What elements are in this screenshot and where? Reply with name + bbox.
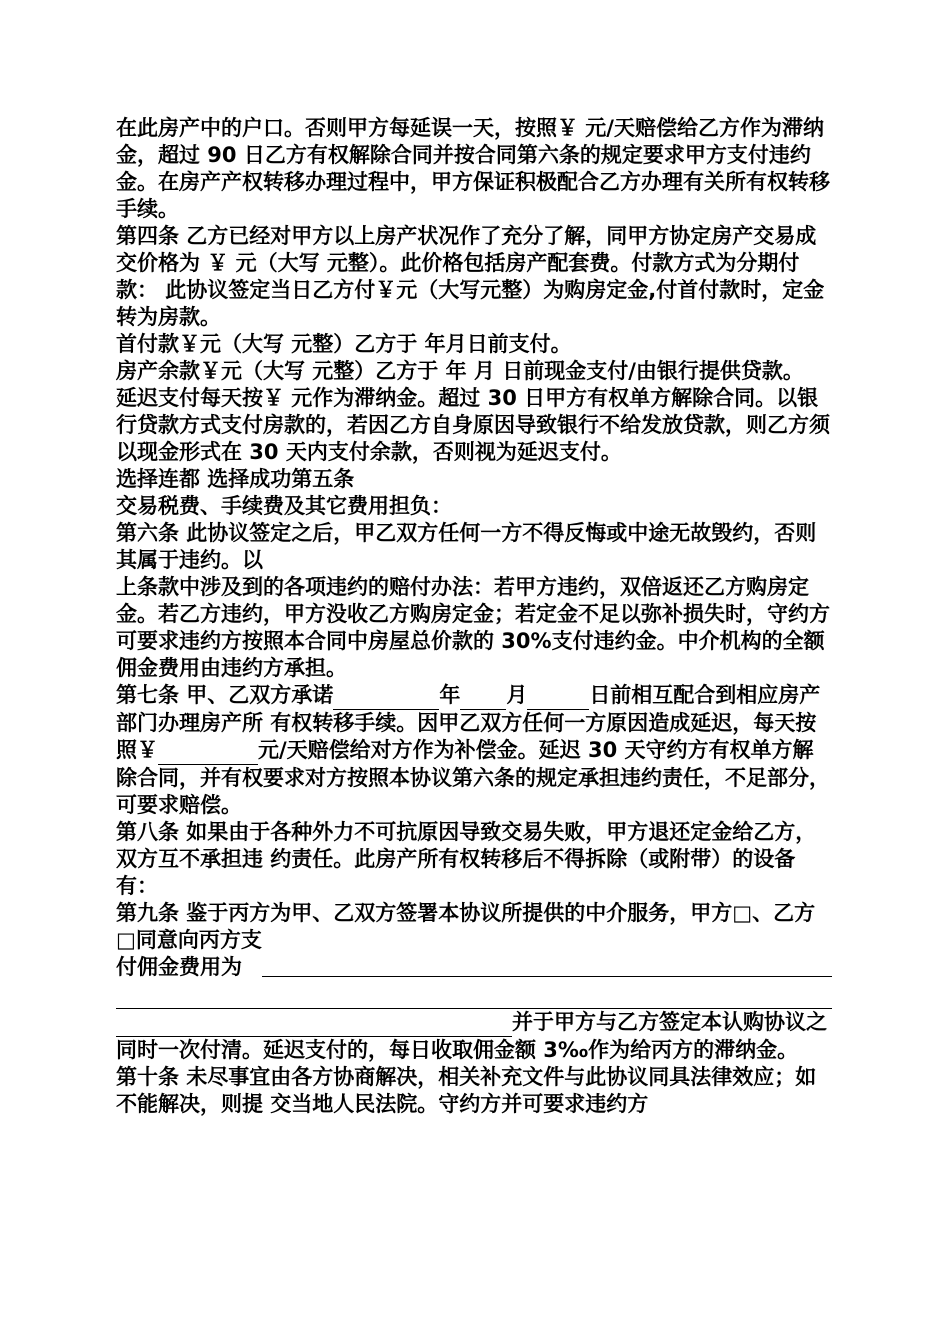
paragraph-selection: 选择连都 选择成功第五条 [116, 467, 355, 491]
article-7-year: 年 [439, 683, 461, 707]
paragraph-commission-terms [116, 1009, 832, 1064]
paragraph-residence: 在此房产中的户口。否则甲方每延误一天，按照￥ 元/天赔偿给乙方作为滞纳金，超过 90 日乙方有权解除合同并按合同第六条的规定要求甲方支付违约金。在房产产权转移办理过程中，甲方保证积极配合乙方办理有关所有权转移手续。 [116, 116, 830, 221]
paragraph-article-4: 第四条 乙方已经对甲方以上房产状况作了充分了解，同甲方协定房产交易成交价格为 ￥ 元（大写 元整）。此价格包括房产配套费。付款方式为分期付款： 此协议签定当日乙方付￥元（大写元整）为购房定金,付首付款时，定金转为房款。 [116, 224, 825, 329]
paragraph-taxes-fees: 交易税费、手续费及其它费用担负： [116, 494, 452, 518]
commission-fee-label: 付佣金费用为 [116, 955, 242, 979]
commission-amount-blank [116, 1009, 512, 1037]
paragraph-article-10: 第十条 未尽事宜由各方协商解决，相关补充文件与此协议同具法律效应；如不能解决，则提 交当地人民法院。守约方并可要求违约方 [116, 1065, 817, 1116]
year-blank [333, 682, 439, 710]
month-blank [460, 682, 506, 710]
commission-terms-text: 并于甲方与乙方签定本认购协议之同时一次付清。延迟支付的，每日收取佣金额 3‰作为给丙方的滞纳金。 [116, 1010, 827, 1062]
paragraph-breach-compensation: 上条款中涉及到的各项违约的赔付办法：若甲方违约，双倍返还乙方购房定金。若乙方违约，甲方没收乙方购房定金；若定金不足以弥补损失时，守约方可要求违约方按照本合同中房屋总价款的 30%支付违约金。中介机构的全额佣金费用由违约方承担。 [116, 575, 830, 680]
commission-fee-blank [262, 976, 832, 977]
paragraph-article-7 [116, 682, 832, 819]
paragraph-article-8: 第八条 如果由于各种外力不可抗原因导致交易失败，甲方退还定金给乙方，双方互不承担违 约责任。此房产所有权转移后不得拆除（或附带）的设备有： [116, 820, 817, 898]
article-7-rest1: 日前相互配合到相应房产部门办理房产所 有权转移手续。因甲乙双方任何一方原因造成延迟，每天按照￥ [116, 683, 821, 762]
paragraph-article-6: 第六条 此协议签定之后，甲乙双方任何一方不得反悔或中途无故毁约，否则其属于违约。以 [116, 521, 817, 572]
amount-blank [158, 737, 258, 765]
commission-fee-blank-line [116, 981, 832, 1009]
article-7-month: 月 [506, 683, 528, 707]
contract-body [116, 115, 832, 1118]
paragraph-balance-payment: 房产余款￥元（大写 元整）乙方于 年 月 日前现金支付/由银行提供贷款。 [116, 359, 804, 383]
paragraph-article-9: 第九条 鉴于丙方为甲、乙双方签署本协议所提供的中介服务，甲方□、乙方□同意向丙方支 [116, 901, 816, 952]
article-7-prefix: 第七条 甲、乙双方承诺 [116, 683, 334, 707]
paragraph-down-payment: 首付款￥元（大写 元整）乙方于 年月日前支付。 [116, 332, 572, 356]
paragraph-late-payment: 延迟支付每天按￥ 元作为滞纳金。超过 30 日甲方有权单方解除合同。以银行贷款方式支付房款的，若因乙方自身原因导致银行不给发放贷款，则乙方须以现金形式在 30 天内支付余款，否则视为延迟支付。 [116, 386, 830, 464]
commission-fee-line [116, 954, 832, 981]
article-7-rest2: 元/天赔偿给对方作为补偿金。延迟 30 天守约方有权单方解除合同，并有权要求对方按照本协议第六条的规定承担违约责任，不足部分，可要求赔偿。 [116, 738, 830, 817]
day-blank [527, 682, 589, 710]
